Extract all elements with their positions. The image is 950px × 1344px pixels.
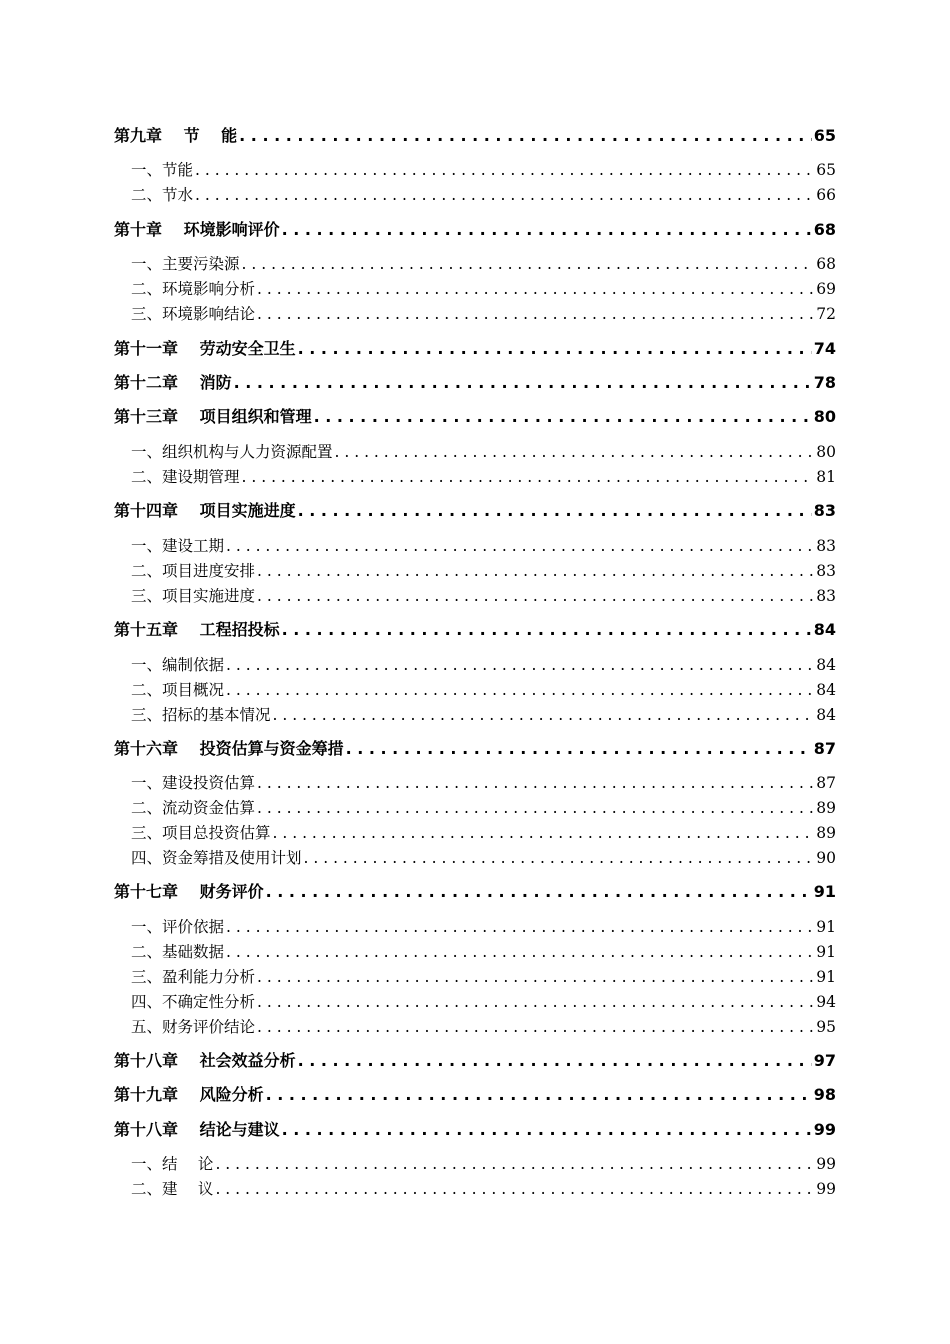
toc-section-entry[interactable] [131,965,836,989]
toc-entry-title: 第十七章 财务评价 [114,882,264,901]
toc-section-entry[interactable] [131,915,836,939]
toc-section-entry[interactable] [131,821,836,845]
toc-entry-title: 二、节水 [131,186,194,204]
toc-section-entry[interactable] [131,252,836,276]
toc-entry-page-number: 91 [816,968,836,986]
toc-dot-leader [226,678,814,702]
toc-dot-leader [215,1152,814,1176]
toc-entry-title: 一、建设投资估算 [131,774,256,792]
toc-dot-leader [195,183,814,207]
toc-entry-title: 第十章 环境影响评价 [114,220,280,239]
toc-dot-leader [298,1049,812,1073]
toc-section-entry[interactable] [131,158,836,182]
toc-entry-title: 二、建设期管理 [131,468,240,486]
toc-dot-leader [239,124,812,148]
toc-dot-leader [266,880,812,904]
toc-entry-page-number: 99 [816,1155,836,1173]
toc-entry-page-number: 99 [816,1180,836,1198]
toc-dot-leader [215,1177,814,1201]
toc-entry-page-number: 68 [813,220,836,239]
toc-chapter-entry[interactable] [114,405,836,429]
toc-entry-page-number: 97 [813,1051,836,1070]
toc-entry-title: 四、不确定性分析 [131,993,256,1011]
toc-entry-title: 第十六章 投资估算与资金筹措 [114,739,344,758]
toc-dot-leader [257,559,814,583]
toc-entry-title: 第十九章 风险分析 [114,1085,264,1104]
toc-section-entry[interactable] [131,1152,836,1176]
toc-section-entry[interactable] [131,559,836,583]
toc-chapter-entry[interactable] [114,371,836,395]
toc-entry-title: 五、财务评价结论 [131,1018,256,1036]
toc-dot-leader [273,821,815,845]
toc-chapter-entry[interactable] [114,618,836,642]
toc-entry-page-number: 83 [816,537,836,555]
toc-entry-page-number: 68 [816,255,836,273]
toc-entry-page-number: 99 [813,1120,836,1139]
toc-entry-page-number: 87 [816,774,836,792]
toc-entry-page-number: 84 [816,706,836,724]
toc-section-entry[interactable] [131,584,836,608]
toc-chapter-entry[interactable] [114,337,836,361]
toc-section-entry[interactable] [131,302,836,326]
toc-dot-leader [226,915,814,939]
toc-chapter-entry[interactable] [114,499,836,523]
toc-dot-leader [282,1118,812,1142]
toc-section-entry[interactable] [131,990,836,1014]
toc-entry-page-number: 98 [813,1085,836,1104]
toc-section-entry[interactable] [131,534,836,558]
toc-section-entry[interactable] [131,678,836,702]
toc-dot-leader [314,405,812,429]
toc-section-entry[interactable] [131,846,836,870]
toc-entry-page-number: 72 [816,305,836,323]
toc-section-entry[interactable] [131,653,836,677]
toc-entry-page-number: 94 [816,993,836,1011]
toc-entry-title: 一、结 论 [131,1155,214,1173]
toc-entry-page-number: 91 [816,918,836,936]
toc-dot-leader [226,653,814,677]
toc-entry-title: 一、主要污染源 [131,255,240,273]
toc-dot-leader [257,771,814,795]
toc-dot-leader [266,1083,812,1107]
toc-section-entry[interactable] [131,277,836,301]
toc-entry-page-number: 65 [813,126,836,145]
toc-entry-title: 二、项目概况 [131,681,225,699]
toc-chapter-entry[interactable] [114,1049,836,1073]
toc-entry-title: 四、资金筹措及使用计划 [131,849,302,867]
toc-dot-leader [282,218,812,242]
toc-dot-leader [257,796,814,820]
toc-chapter-entry[interactable] [114,737,836,761]
toc-dot-leader [226,534,814,558]
toc-entry-title: 一、节能 [131,161,194,179]
toc-entry-title: 第十一章 劳动安全卫生 [114,339,296,358]
toc-entry-title: 三、环境影响结论 [131,305,256,323]
toc-dot-leader [195,158,814,182]
toc-chapter-entry[interactable] [114,218,836,242]
toc-entry-page-number: 80 [813,407,836,426]
toc-section-entry[interactable] [131,465,836,489]
toc-chapter-entry[interactable] [114,124,836,148]
toc-dot-leader [335,440,815,464]
toc-entry-page-number: 78 [813,373,836,392]
toc-dot-leader [298,337,812,361]
toc-entry-page-number: 84 [816,681,836,699]
toc-entry-page-number: 84 [816,656,836,674]
toc-entry-page-number: 89 [816,799,836,817]
toc-dot-leader [298,499,812,523]
toc-entry-page-number: 83 [813,501,836,520]
toc-section-entry[interactable] [131,183,836,207]
toc-entry-title: 二、流动资金估算 [131,799,256,817]
toc-entry-title: 一、编制依据 [131,656,225,674]
toc-entry-title: 二、基础数据 [131,943,225,961]
toc-entry-page-number: 81 [816,468,836,486]
toc-entry-title: 一、评价依据 [131,918,225,936]
toc-dot-leader [234,371,812,395]
toc-entry-title: 第十二章 消防 [114,373,232,392]
toc-section-entry[interactable] [131,703,836,727]
toc-entry-page-number: 66 [816,186,836,204]
toc-section-entry[interactable] [131,1177,836,1201]
toc-entry-page-number: 84 [813,620,836,639]
toc-dot-leader [304,846,815,870]
toc-section-entry[interactable] [131,1015,836,1039]
toc-dot-leader [257,1015,814,1039]
toc-dot-leader [257,302,814,326]
toc-dot-leader [273,703,815,727]
toc-chapter-entry[interactable] [114,1083,836,1107]
toc-entry-title: 第十四章 项目实施进度 [114,501,296,520]
toc-entry-page-number: 90 [816,849,836,867]
toc-entry-title: 一、建设工期 [131,537,225,555]
toc-chapter-entry[interactable] [114,1118,836,1142]
toc-entry-page-number: 83 [816,562,836,580]
toc-entry-title: 第十三章 项目组织和管理 [114,407,312,426]
toc-dot-leader [282,618,812,642]
toc-section-entry[interactable] [131,940,836,964]
toc-entry-page-number: 91 [813,882,836,901]
toc-dot-leader [257,965,814,989]
toc-entry-title: 二、环境影响分析 [131,280,256,298]
toc-dot-leader [257,584,814,608]
toc-entry-title: 一、组织机构与人力资源配置 [131,443,333,461]
toc-entry-title: 第十五章 工程招投标 [114,620,280,639]
toc-dot-leader [346,737,812,761]
toc-entry-title: 三、项目总投资估算 [131,824,271,842]
toc-entry-page-number: 87 [813,739,836,758]
toc-entry-page-number: 74 [813,339,836,358]
toc-entry-title: 二、项目进度安排 [131,562,256,580]
toc-entry-title: 三、招标的基本情况 [131,706,271,724]
toc-dot-leader [242,465,815,489]
toc-entry-page-number: 89 [816,824,836,842]
toc-dot-leader [257,990,814,1014]
toc-section-entry[interactable] [131,796,836,820]
toc-chapter-entry[interactable] [114,880,836,904]
toc-entry-page-number: 69 [816,280,836,298]
toc-section-entry[interactable] [131,771,836,795]
toc-entry-page-number: 95 [816,1018,836,1036]
toc-entry-page-number: 65 [816,161,836,179]
toc-dot-leader [242,252,815,276]
toc-entry-title: 第九章 节 能 [114,126,238,145]
toc-entry-page-number: 91 [816,943,836,961]
toc-section-entry[interactable] [131,440,836,464]
toc-entry-title: 第十八章 结论与建议 [114,1120,280,1139]
toc-dot-leader [226,940,814,964]
toc-entry-page-number: 83 [816,587,836,605]
toc-entry-title: 第十八章 社会效益分析 [114,1051,296,1070]
toc-entry-title: 三、盈利能力分析 [131,968,256,986]
toc-entry-page-number: 80 [816,443,836,461]
toc-dot-leader [257,277,814,301]
toc-entry-title: 二、建 议 [131,1180,214,1198]
toc-entry-title: 三、项目实施进度 [131,587,256,605]
